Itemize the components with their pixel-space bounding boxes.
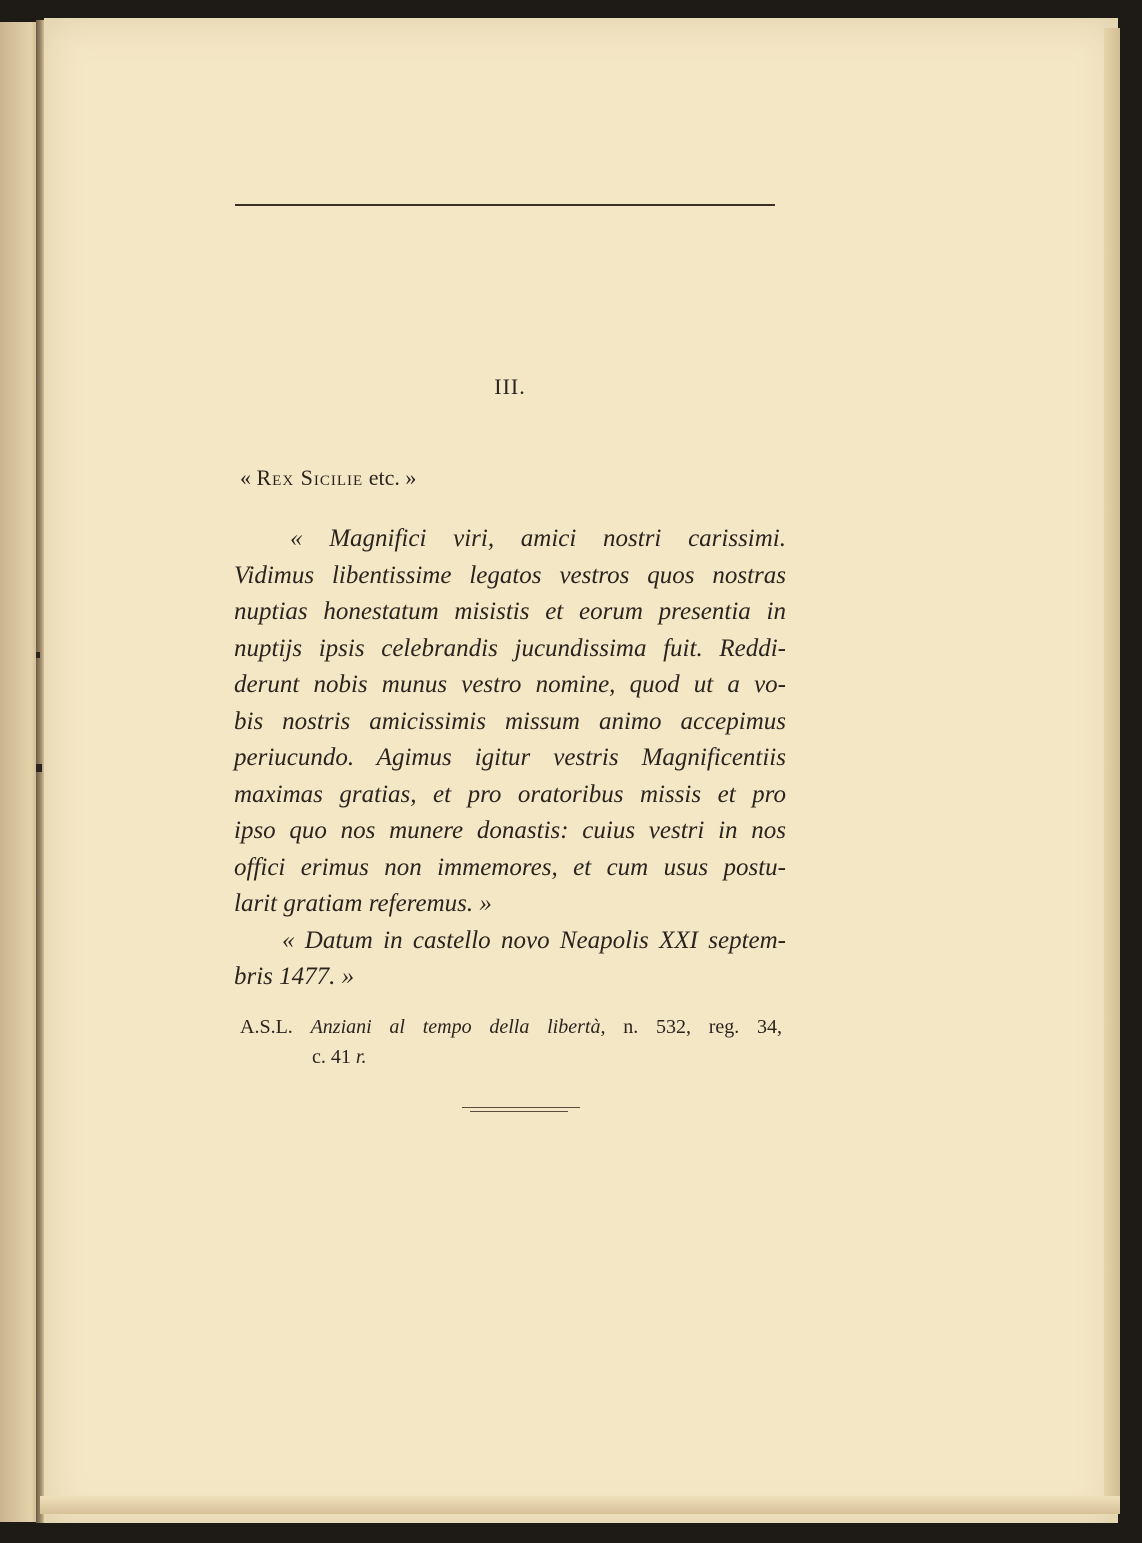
source-line xyxy=(240,1012,782,1042)
date-line: « Datum in castello novo Neapolis XXI septem- xyxy=(282,926,786,954)
letter-line: bis nostris amicissimis missum animo accepimus xyxy=(234,707,786,735)
letter-line: larit gratiam referemus. » xyxy=(234,890,492,917)
letter-line: periucundo. Agimus igitur vestris Magnificentiis xyxy=(234,744,786,771)
letter-line: offici erimus non immemores, et cum usus postu- xyxy=(234,853,786,881)
open-quote: « xyxy=(240,465,251,490)
archive-abbrev: A.S.L. xyxy=(240,1016,293,1038)
section-numeral: III. xyxy=(494,374,526,399)
letter-line: ipso quo nos munere donastis: cuius vestri in nos xyxy=(234,817,786,844)
salutation-etc: etc. xyxy=(368,465,400,490)
letter-line: Vidimus libentissime legatos vestros quos nostras xyxy=(234,561,786,589)
archive-number: n. 532, xyxy=(623,1016,691,1038)
archival-source xyxy=(240,1012,782,1072)
letter-line: maximas gratias, et pro oratoribus missis et pro xyxy=(234,780,786,808)
top-rule xyxy=(235,204,775,206)
source-line xyxy=(240,1042,782,1072)
salutation xyxy=(240,465,416,491)
letter-line: derunt nobis munus vestro nomine, quod ut a vo- xyxy=(234,671,786,698)
margin-mark xyxy=(36,764,42,772)
close-quote: » xyxy=(405,465,417,490)
letter-line: nuptias honestatum misistis et eorum presentia in xyxy=(234,598,786,625)
end-rule xyxy=(470,1111,568,1112)
page-bottom-edge xyxy=(40,1496,1120,1514)
letter-line: « Magnifici viri, amici nostri carissimi. xyxy=(290,525,786,552)
archive-fund: Anziani al tempo della libertà, xyxy=(310,1016,606,1038)
salutation-title: Rex Sicilie xyxy=(256,465,364,490)
page-fore-edge xyxy=(1104,28,1120,1506)
end-rule xyxy=(462,1107,580,1108)
margin-mark xyxy=(36,652,40,658)
archive-folio: c. 41 xyxy=(312,1046,351,1068)
archive-register: reg. 34, xyxy=(708,1016,783,1038)
archive-folio-side: r. xyxy=(355,1046,367,1068)
date-line: bris 1477. » xyxy=(234,963,355,990)
letter-body xyxy=(234,521,786,996)
letter-line: nuptijs ipsis celebrandis jucundissima fuit. Reddi- xyxy=(234,634,786,662)
